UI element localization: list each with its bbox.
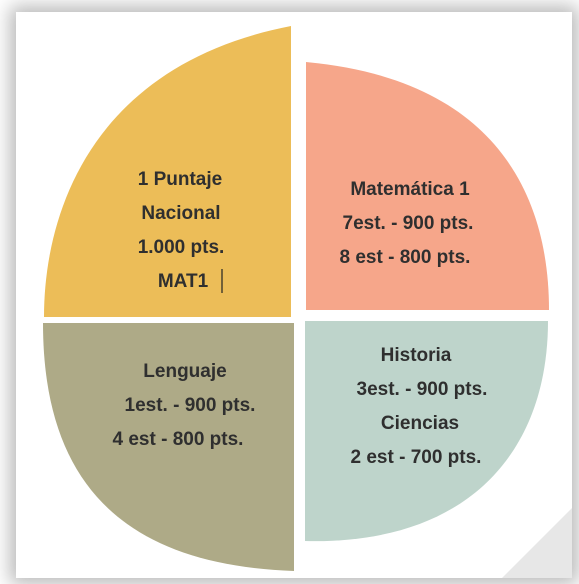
top-left-line-2: Nacional	[141, 203, 221, 224]
bottom-right-line-1: Historia	[380, 345, 452, 366]
top-left-line-3: 1.000 pts.	[137, 237, 225, 258]
bottom-left-line-3: 4 est - 800 pts.	[112, 429, 244, 450]
top-left-line-1: 1 Puntaje	[137, 169, 223, 190]
bottom-left-line-2: 1est. - 900 pts.	[124, 395, 256, 416]
top-right-line-3: 8 est - 800 pts.	[339, 247, 471, 268]
bottom-right-line-3: Ciencias	[380, 413, 460, 434]
top-right-line-1: Matemática 1	[350, 179, 470, 200]
bottom-right-line-2: 3est. - 900 pts.	[356, 379, 488, 400]
bottom-left-line-1: Lenguaje	[143, 361, 227, 382]
bottom-right-line-4: 2 est - 700 pts.	[350, 447, 482, 468]
top-left-line-4: MAT1	[157, 271, 209, 292]
top-right-line-2: 7est. - 900 pts.	[342, 213, 474, 234]
